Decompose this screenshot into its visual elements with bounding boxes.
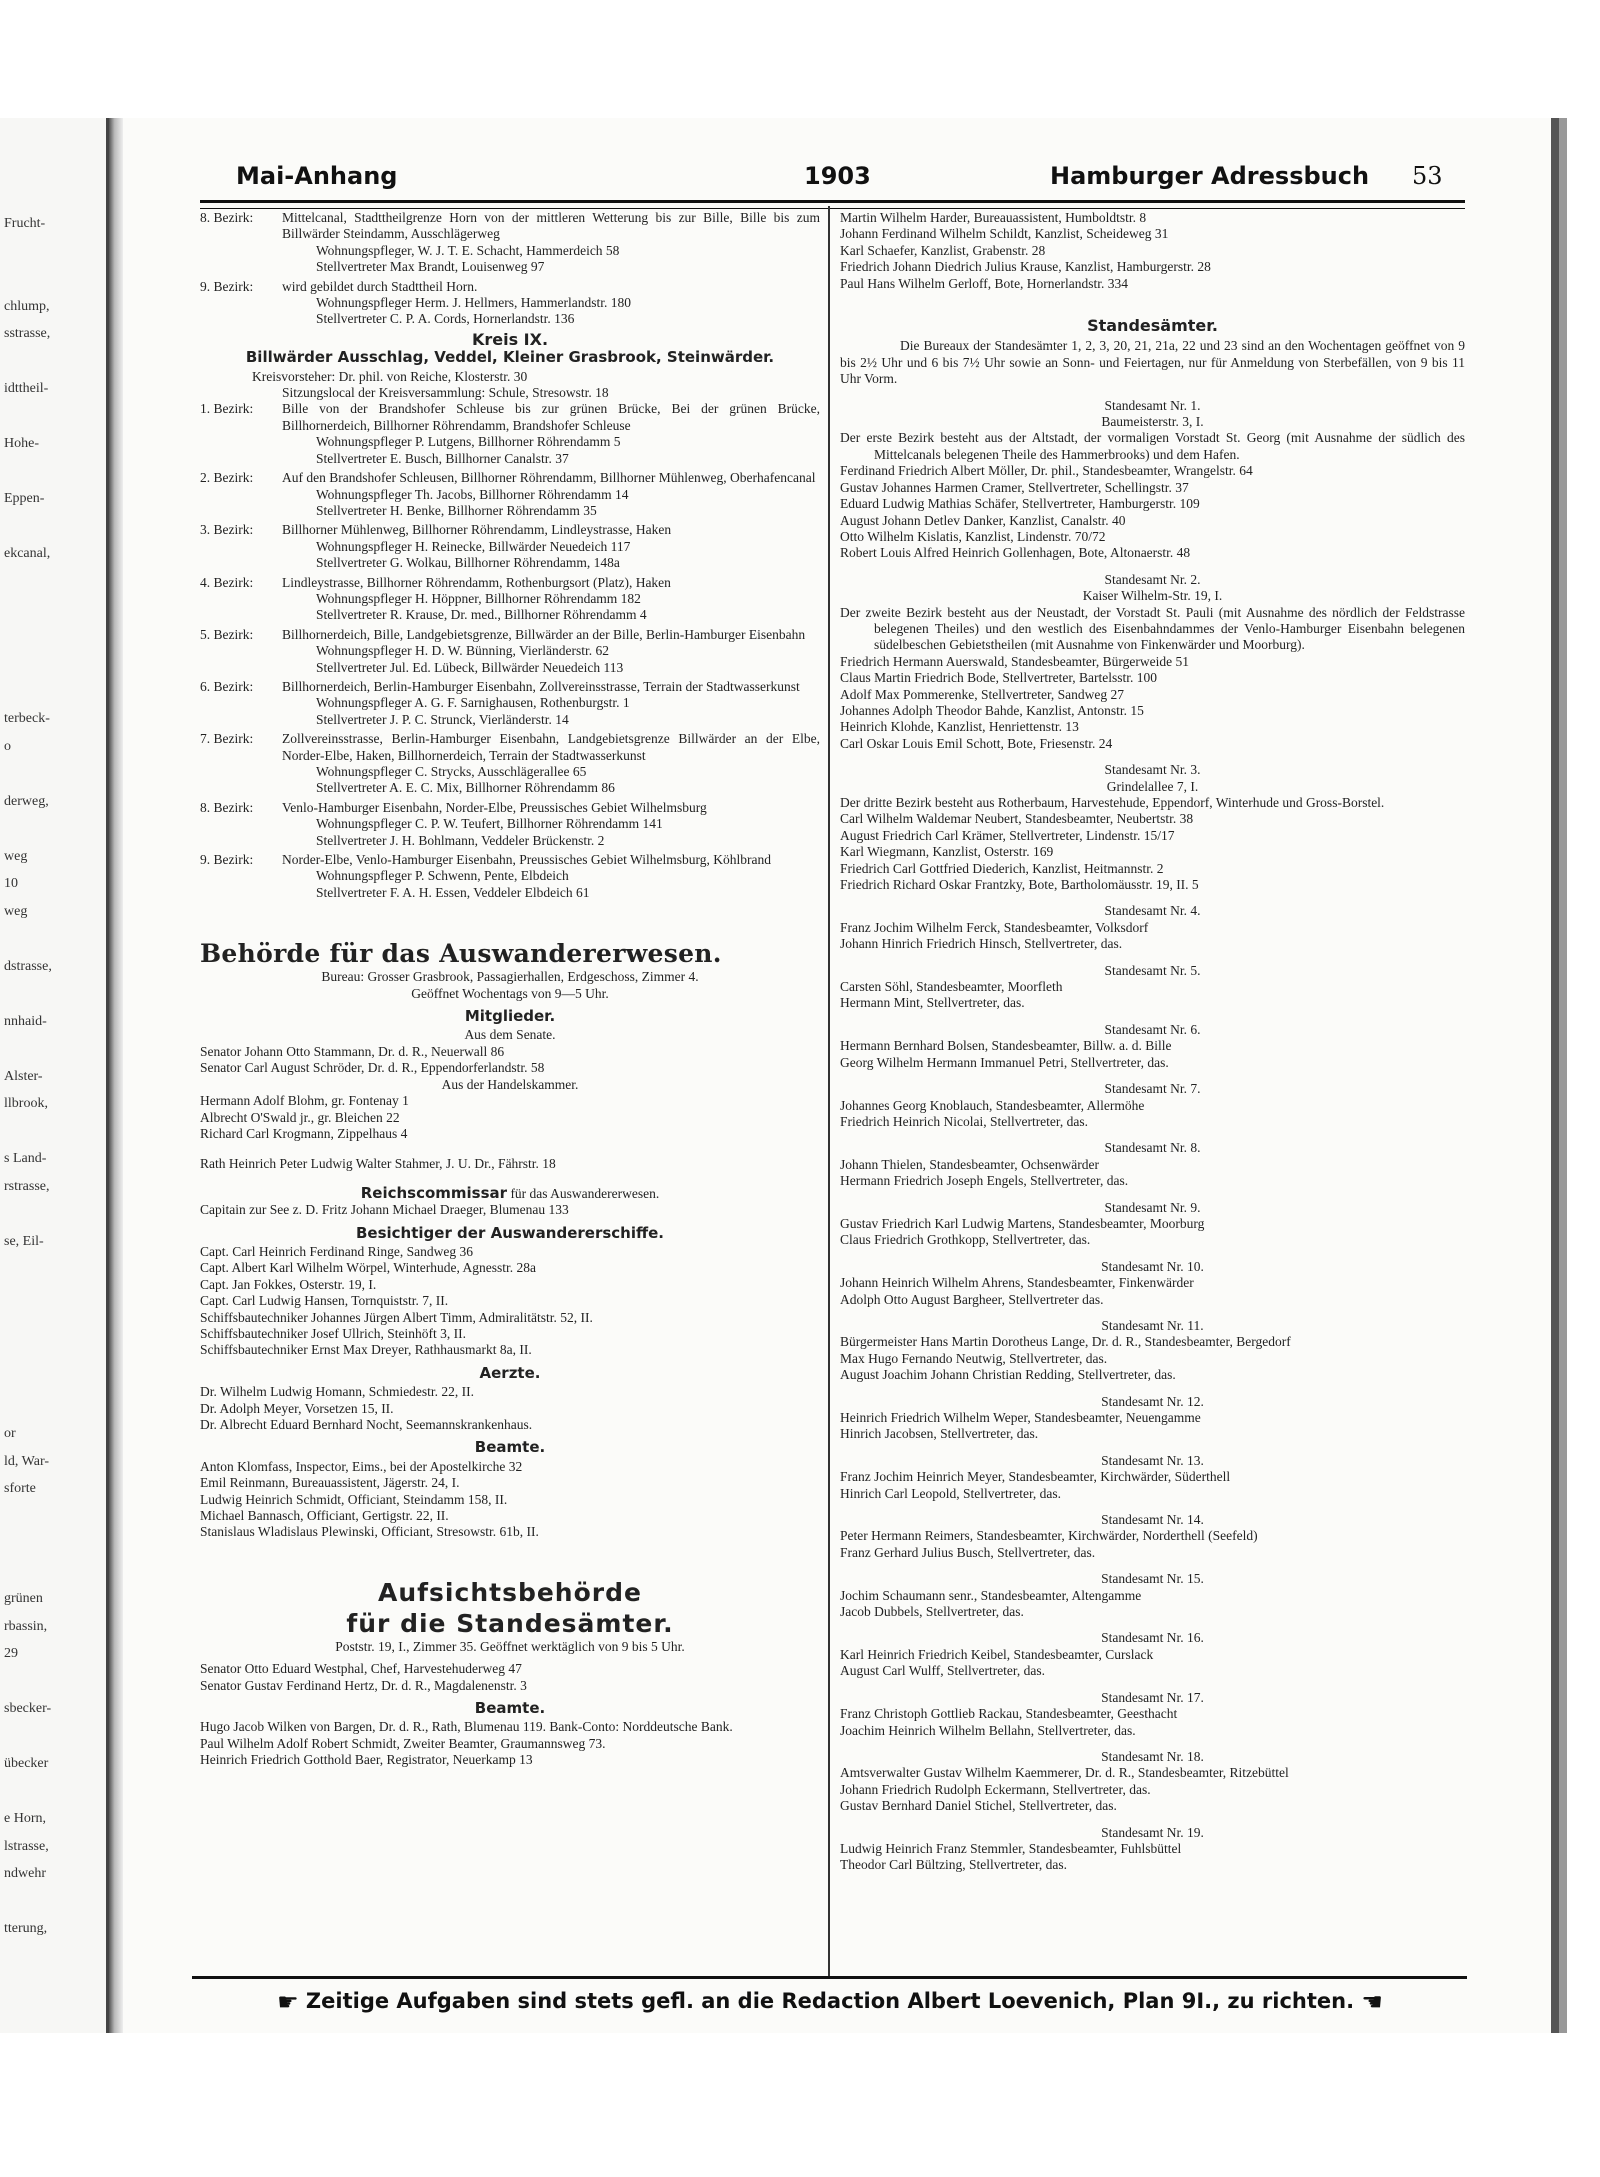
ward-entry (200, 852, 820, 901)
left-page-fragment-text: llbrook, (4, 1096, 48, 1111)
left-page-fragment-text: weg (4, 903, 28, 919)
staff-line: Hermann Mint, Stellvertreter, das. (840, 995, 1025, 1011)
footer-notice (190, 1988, 1470, 2016)
left-page-fragment-text: chlump, (4, 298, 50, 314)
staff-line: Gustav Friedrich Karl Ludwig Martens, Standesbeamter, Moorburg (840, 1215, 1205, 1231)
ward-entry (200, 731, 820, 797)
left-page-fragment-text: e Horn, (4, 1811, 46, 1826)
member-line: Dr. Albrecht Eduard Bernhard Nocht, Seemannskrankenhaus. (200, 1417, 533, 1432)
staff-line: Franz Jochim Wilhelm Ferck, Standesbeamter, Volksdorf (840, 919, 1149, 935)
registry-office-name: Standesamt Nr. 6. (1104, 1021, 1201, 1037)
staff-line: Theodor Carl Bültzing, Stellvertreter, das. (840, 1857, 1068, 1873)
ward-label: 9. Bezirk: (200, 278, 254, 294)
staff-line: Franz Gerhard Julius Busch, Stellvertreter, das. (840, 1544, 1096, 1560)
header-title: Hamburger Adressbuch (1050, 162, 1370, 190)
member-line: Schiffsbautechniker Josef Ullrich, Steinhöft 3, II. (200, 1325, 466, 1341)
left-page-fragment-text: o (4, 738, 11, 754)
bureau-info: Bureau: Grosser Grasbrook, Passagierhallen, Erdgeschoss, Zimmer 4. (321, 969, 699, 985)
staff-line: Gustav Johannes Harmen Cramer, Stellvertreter, Schellingstr. 37 (840, 479, 1189, 495)
ward-official: Stellvertreter Jul. Ed. Lübeck, Billwärder Neuedeich 113 (316, 659, 624, 675)
staff-line: Hermann Bernhard Bolsen, Standesbeamter, Billw. a. d. Bille (840, 1038, 1172, 1054)
member-line: Capt. Albert Karl Wilhelm Wörpel, Winterhude, Agnesstr. 28a (200, 1260, 536, 1276)
member-line: Hermann Adolf Blohm, gr. Fontenay 1 (200, 1093, 409, 1109)
subsection-title: Aerzte. (479, 1363, 541, 1382)
member-line: Capt. Jan Fokkes, Osterstr. 19, I. (200, 1276, 377, 1292)
ward-entry (200, 627, 820, 676)
left-page-fragment-text: idttheil- (4, 381, 49, 396)
staff-line: Carsten Söhl, Standesbeamter, Moorfleth (840, 979, 1063, 995)
subsection-title: Mitglieder. (464, 1007, 556, 1026)
staff-line: Hermann Friedrich Joseph Engels, Stellvertreter, das. (840, 1173, 1129, 1189)
staff-line: Johann Friedrich Rudolph Eckermann, Stellvertreter, das. (840, 1781, 1151, 1797)
ward-boundaries: Venlo-Hamburger Eisenbahn, Norder-Elbe, Preussisches Gebiet Wilhelmsburg (282, 799, 707, 815)
registry-office-name: Standesamt Nr. 14. (1101, 1512, 1204, 1528)
staff-line: Franz Jochim Heinrich Meyer, Standesbeamter, Kirchwärder, Süderthell (840, 1469, 1231, 1485)
member-line: Richard Carl Krogmann, Zippelhaus 4 (200, 1125, 408, 1141)
header-year: 1903 (804, 162, 871, 190)
member-line: Hugo Jacob Wilken von Bargen, Dr. d. R., Rath, Blumenau 119. Bank-Conto: Norddeutsche Bank. (200, 1719, 733, 1735)
ward-official: Wohnungspfleger Th. Jacobs, Billhorner Röhrendamm 14 (316, 486, 629, 502)
staff-line: Karl Wiegmann, Kanzlist, Osterstr. 169 (840, 844, 1054, 860)
staff-line: Jacob Dubbels, Stellvertreter, das. (840, 1604, 1024, 1620)
staff-line: Carl Wilhelm Waldemar Neubert, Standesbeamter, Neubertstr. 38 (840, 811, 1194, 827)
left-page-fragment (0, 118, 109, 2033)
staff-line: Joachim Heinrich Wilhelm Bellahn, Stellvertreter, das. (840, 1722, 1136, 1738)
staff-line: Georg Wilhelm Hermann Immanuel Petri, Stellvertreter, das. (840, 1054, 1169, 1070)
ward-official: Stellvertreter Max Brandt, Louisenweg 97 (316, 259, 545, 275)
left-page-fragment-text: lstrasse, (4, 1838, 49, 1854)
right-column (840, 210, 1465, 1874)
left-page-fragment-text: nnhaid- (4, 1013, 47, 1029)
section-title: Standesämter. (1087, 316, 1218, 336)
ward-boundaries: Billhornerdeich, Berlin-Hamburger Eisenbahn, Zollvereinsstrasse, Terrain der Stadtwasserkunst (282, 678, 800, 694)
registry-office-name: Standesamt Nr. 2. (1104, 571, 1201, 587)
ward-official: Wohnungspfleger H. Reinecke, Billwärder Neuedeich 117 (316, 538, 631, 554)
ward-entry (200, 279, 820, 328)
column-divider (828, 206, 830, 1976)
registry-office-name: Standesamt Nr. 10. (1101, 1258, 1204, 1274)
member-line: Dr. Adolph Meyer, Vorsetzen 15, II. (200, 1400, 394, 1416)
opening-hours: Die Bureaux der Standesämter 1, 2, 3, 20, 21, 21a, 22 und 23 sind an den Wochentagen geöffnet von 9 bis 2½ Uhr und 6 bis 7½ Uhr sowie an Sonn- und Feiertagen, nur für Anmeldung von Sterbefällen, von 9 bis 11 Uhr Vorm. (840, 338, 1465, 387)
staff-line: August Friedrich Carl Krämer, Stellvertreter, Lindenstr. 15/17 (840, 827, 1175, 843)
ward-official: Stellvertreter R. Krause, Dr. med., Billhorner Röhrendamm 4 (316, 607, 647, 623)
ward-boundaries: wird gebildet durch Stadttheil Horn. (282, 278, 478, 294)
ward-boundaries: Zollvereinsstrasse, Berlin-Hamburger Eisenbahn, Landgebietsgrenze Billwärder an der Elbe, Norder-Elbe, Haken, Billhornerdeich, Terrain der Stadtwasserkunst (282, 731, 820, 763)
staff-line: Friedrich Richard Oskar Frantzky, Bote, Bartholomäusstr. 19, II. 5 (840, 877, 1199, 893)
section-title: für die Standesämter. (346, 1608, 674, 1638)
staff-line: Hinrich Jacobsen, Stellvertreter, das. (840, 1426, 1039, 1442)
ward-label: 8. Bezirk: (200, 210, 254, 225)
staff-line: Friedrich Johann Diedrich Julius Krause, Kanzlist, Hamburgerstr. 28 (840, 259, 1211, 275)
member-line: Ludwig Heinrich Schmidt, Officiant, Steindamm 158, II. (200, 1491, 508, 1507)
staff-line: Heinrich Friedrich Wilhelm Weper, Standesbeamter, Neuengamme (840, 1410, 1201, 1425)
registry-office-name: Standesamt Nr. 9. (1104, 1199, 1201, 1215)
ward-official: Wohnungspfleger P. Schwenn, Pente, Elbdeich (316, 868, 569, 884)
member-line: Schiffsbautechniker Ernst Max Dreyer, Rathhausmarkt 8a, II. (200, 1342, 532, 1358)
ward-official: Wohnungspfleger C. P. W. Teufert, Billhorner Röhrendamm 141 (316, 816, 663, 832)
registry-office-name: Standesamt Nr. 12. (1101, 1393, 1204, 1409)
registry-office-name: Standesamt Nr. 1. (1104, 397, 1201, 413)
left-page-fragment-text: ekcanal, (4, 546, 51, 561)
ward-official: Stellvertreter J. H. Bohlmann, Veddeler Brückenstr. 2 (316, 832, 605, 848)
staff-line: Claus Martin Friedrich Bode, Stellvertreter, Bartelsstr. 100 (840, 670, 1158, 686)
left-page-fragment-text: sbecker- (4, 1701, 52, 1716)
ward-official: Wohnungspfleger H. Höppner, Billhorner Röhrendamm 182 (316, 590, 641, 606)
member-line: Rath Heinrich Peter Ludwig Walter Stahmer, J. U. Dr., Fährstr. 18 (200, 1156, 556, 1172)
registry-office-name: Standesamt Nr. 4. (1104, 903, 1201, 919)
ward-official: Stellvertreter J. P. C. Strunck, Vierländerstr. 14 (316, 711, 569, 727)
ward-label: 4. Bezirk: (200, 574, 254, 590)
registry-office-name: Standesamt Nr. 5. (1104, 962, 1201, 978)
registry-office-name: Standesamt Nr. 17. (1101, 1689, 1204, 1705)
book-gutter (109, 118, 123, 2033)
footer-text: Zeitige Aufgaben sind stets gefl. an die Redaction Albert Loevenich, Plan 9I., zu richten. (305, 1989, 1355, 2013)
district-description: Der dritte Bezirk besteht aus Rotherbaum, Harvestehude, Eppendorf, Winterhude und Gross-Borstel. (840, 795, 1385, 810)
left-page-fragment-text: Hohe- (4, 436, 39, 451)
left-page-fragment-text: 10 (4, 876, 18, 891)
kreis-subtitle: Billwärder Ausschlag, Veddel, Kleiner Grasbrook, Steinwärder. (245, 348, 775, 367)
registry-office-address: Baumeisterstr. 3, I. (1101, 414, 1204, 430)
ward-boundaries: Billhornerdeich, Bille, Landgebietsgrenze, Billwärder an der Bille, Berlin-Hamburger Eisenbahn (282, 626, 806, 642)
ward-entry (200, 679, 820, 728)
staff-line: Paul Hans Wilhelm Gerloff, Bote, Hornerlandstr. 334 (840, 275, 1129, 291)
ward-boundaries: Norder-Elbe, Venlo-Hamburger Eisenbahn, Preussisches Gebiet Wilhelmsburg, Köhlbrand (282, 852, 771, 868)
staff-line: August Johann Detlev Danker, Kanzlist, Canalstr. 40 (840, 512, 1126, 528)
section-title: Behörde für das Auswandererwesen. (200, 939, 722, 969)
footer-rule (192, 1976, 1467, 1979)
ward-label: 5. Bezirk: (200, 626, 254, 642)
subsection-title: Beamte. (474, 1438, 546, 1457)
member-line: Capitain zur See z. D. Fritz Johann Michael Draeger, Blumenau 133 (200, 1202, 569, 1218)
ward-official: Stellvertreter C. P. A. Cords, Hornerlandstr. 136 (316, 311, 575, 327)
left-page-fragment-text: Frucht- (4, 216, 46, 231)
left-page-fragment-text: Alster- (4, 1068, 43, 1084)
staff-line: Ferdinand Friedrich Albert Möller, Dr. phil., Standesbeamter, Wrangelstr. 64 (840, 463, 1253, 479)
left-page-fragment-text: tterung, (4, 1921, 48, 1936)
header-section: Mai-Anhang (236, 162, 398, 190)
ward-boundaries: Mittelcanal, Stadttheilgrenze Horn von der mittleren Wetterung bis zur Bille, Bille bis zum Billwärder Steindamm, Ausschlägerweg (282, 210, 820, 242)
spacer (200, 1142, 820, 1156)
registry-office-name: Standesamt Nr. 13. (1101, 1452, 1204, 1468)
member-line: Michael Bannasch, Officiant, Gertigstr. 22, II. (200, 1508, 449, 1524)
ward-label: 9. Bezirk: (200, 852, 254, 868)
page-number: 53 (1412, 162, 1443, 190)
kreis-info: Sitzungslocal der Kreisversammlung: Schule, Stresowstr. 18 (282, 385, 609, 401)
staff-line: Eduard Ludwig Mathias Schäfer, Stellvertreter, Hamburgerstr. 109 (840, 496, 1200, 512)
ward-boundaries: Bille von der Brandshofer Schleuse bis zur grünen Brücke, Bei der grünen Brücke, Billhornerdeich, Billhorner Röhrendamm, Brandshofer Schleuse (282, 401, 820, 433)
registry-office-name: Standesamt Nr. 8. (1104, 1140, 1201, 1156)
staff-line: Friedrich Hermann Auerswald, Standesbeamter, Bürgerweide 51 (840, 653, 1189, 669)
subsection-title: Beamte. (474, 1699, 546, 1718)
member-line: Senator Gustav Ferdinand Hertz, Dr. d. R., Magdalenenstr. 3 (200, 1677, 527, 1693)
staff-line: Claus Friedrich Grothkopp, Stellvertreter, das. (840, 1232, 1091, 1248)
ward-official: Stellvertreter G. Wolkau, Billhorner Röhrendamm, 148a (316, 555, 620, 571)
registry-office-name: Standesamt Nr. 19. (1101, 1824, 1204, 1840)
staff-line: Hinrich Carl Leopold, Stellvertreter, das. (840, 1485, 1062, 1501)
staff-line: Gustav Bernhard Daniel Stichel, Stellvertreter, das. (840, 1798, 1117, 1814)
ward-official: Stellvertreter F. A. H. Essen, Veddeler Elbdeich 61 (316, 884, 590, 900)
staff-line: Johann Ferdinand Wilhelm Schildt, Kanzlist, Scheideweg 31 (840, 226, 1169, 242)
ward-official: Stellvertreter H. Benke, Billhorner Röhrendamm 35 (316, 502, 597, 518)
ward-official: Wohnungspfleger C. Strycks, Ausschlägerallee 65 (316, 764, 587, 779)
staff-line: Johannes Georg Knoblauch, Standesbeamter, Allermöhe (840, 1097, 1145, 1113)
running-header (200, 158, 1465, 194)
member-line: Stanislaus Wladislaus Plewinski, Officiant, Stresowstr. 61b, II. (200, 1524, 539, 1540)
staff-line: August Carl Wulff, Stellvertreter, das. (840, 1663, 1045, 1679)
left-page-fragment-text: übecker (4, 1756, 49, 1771)
staff-line: Carl Oskar Louis Emil Schott, Bote, Friesenstr. 24 (840, 735, 1113, 751)
left-page-fragment-text: rbassin, (4, 1618, 48, 1634)
left-page-fragment-text: rstrasse, (4, 1178, 50, 1194)
bureau-info: Geöffnet Wochentags von 9—5 Uhr. (411, 985, 609, 1001)
member-line: Senator Carl August Schröder, Dr. d. R., Eppendorferlandstr. 58 (200, 1060, 545, 1076)
staff-line: Johann Hinrich Friedrich Hinsch, Stellvertreter, das. (840, 936, 1123, 952)
staff-line: Otto Wilhelm Kislatis, Kanzlist, Lindenstr. 70/72 (840, 528, 1106, 544)
kreis-info: Kreisvorsteher: Dr. phil. von Reiche, Klosterstr. 30 (252, 368, 528, 384)
ward-official: Wohnungspfleger A. G. F. Sarnighausen, Rothenburgstr. 1 (316, 695, 630, 711)
member-line: Dr. Wilhelm Ludwig Homann, Schmiedestr. 22, II. (200, 1384, 475, 1400)
member-line: Capt. Carl Ludwig Hansen, Tornquiststr. 7, II. (200, 1293, 449, 1309)
ward-entry (200, 401, 820, 467)
left-page-fragment-text: weg (4, 848, 28, 864)
left-page-fragment-text: grünen (4, 1591, 43, 1606)
staff-line: Heinrich Klohde, Kanzlist, Henriettenstr. 13 (840, 719, 1079, 735)
ward-label: 8. Bezirk: (200, 799, 254, 815)
staff-line: Johann Thielen, Standesbeamter, Ochsenwärder (840, 1156, 1099, 1172)
registry-office-name: Standesamt Nr. 16. (1101, 1630, 1204, 1646)
member-line: Emil Reinmann, Bureauassistent, Jägerstr. 24, I. (200, 1475, 460, 1491)
staff-line: Martin Wilhelm Harder, Bureauassistent, Humboldtstr. 8 (840, 210, 1147, 225)
kreis-title: Kreis IX. (471, 329, 549, 349)
ward-entry (200, 470, 820, 519)
ward-boundaries: Auf den Brandshofer Schleusen, Billhorner Röhrendamm, Billhorner Mühlenweg, Oberhafencanal (282, 470, 816, 486)
left-page-fragment-text: derweg, (4, 793, 49, 809)
registry-office-name: Standesamt Nr. 7. (1104, 1081, 1201, 1097)
ward-label: 2. Bezirk: (200, 470, 254, 486)
left-page-fragment-text: se, Eil- (4, 1233, 44, 1249)
member-line: Schiffsbautechniker Johannes Jürgen Albert Timm, Admiralitätstr. 52, II. (200, 1309, 593, 1325)
left-page-fragment-text: or (4, 1426, 16, 1441)
district-description: Der erste Bezirk besteht aus der Altstadt, der vormaligen Vorstadt St. Georg (mit Ausnahme der südlich des Mittelcanals belegenen Theile des Hammerbrooks) und dem Hafen. (840, 430, 1465, 462)
pointing-hand-right-icon: ☛ (277, 1988, 299, 2016)
pointing-hand-left-icon: ☚ (1361, 1988, 1383, 2016)
section-title: Aufsichtsbehörde (378, 1577, 642, 1607)
registry-office-name: Standesamt Nr. 18. (1101, 1748, 1204, 1764)
member-line: Anton Klomfass, Inspector, Eims., bei der Apostelkirche 32 (200, 1458, 523, 1474)
ward-label: 3. Bezirk: (200, 522, 254, 538)
left-column (200, 210, 820, 1769)
left-page-fragment-text: s Land- (4, 1151, 47, 1166)
staff-line: Ludwig Heinrich Franz Stemmler, Standesbeamter, Fuhlsbüttel (840, 1840, 1182, 1856)
left-page-fragment-text: sstrasse, (4, 326, 51, 341)
staff-line: August Joachim Johann Christian Redding, Stellvertreter, das. (840, 1367, 1176, 1383)
ward-label: 7. Bezirk: (200, 731, 254, 747)
staff-line: Max Hugo Fernando Neutwig, Stellvertreter, das. (840, 1350, 1108, 1366)
left-page-fragment-text: ndwehr (4, 1866, 46, 1881)
member-line: Albrecht O'Swald jr., gr. Bleichen 22 (200, 1109, 400, 1125)
group-label: Aus dem Senate. (464, 1027, 556, 1043)
ward-official: Wohnungspfleger H. D. W. Bünning, Vierländerstr. 62 (316, 643, 609, 659)
left-page-fragment-text: sforte (4, 1481, 36, 1496)
staff-line: Robert Louis Alfred Heinrich Gollenhagen, Bote, Altonaerstr. 48 (840, 545, 1191, 561)
staff-line: Karl Schaefer, Kanzlist, Grabenstr. 28 (840, 242, 1046, 258)
staff-line: Johann Heinrich Wilhelm Ahrens, Standesbeamter, Finkenwärder (840, 1275, 1194, 1291)
staff-line: Amtsverwalter Gustav Wilhelm Kaemmerer, Dr. d. R., Standesbeamter, Ritzebüttel (840, 1765, 1289, 1781)
office-address: Poststr. 19, I., Zimmer 35. Geöffnet werktäglich von 9 bis 5 Uhr. (335, 1638, 685, 1654)
subsection-title: Besichtiger der Auswandererschiffe. (355, 1223, 665, 1242)
ward-entry (200, 522, 820, 571)
page-top-margin (1320, 95, 1600, 119)
staff-line: Adolf Max Pommerenke, Stellvertreter, Sandweg 27 (840, 686, 1125, 702)
registry-office-name: Standesamt Nr. 11. (1101, 1317, 1204, 1333)
member-line: Capt. Carl Heinrich Ferdinand Ringe, Sandweg 36 (200, 1243, 473, 1259)
subsection-suffix: für das Auswandererwesen. (507, 1185, 660, 1201)
member-line: Senator Otto Eduard Westphal, Chef, Harvestehuderweg 47 (200, 1661, 522, 1677)
ward-entry (200, 575, 820, 624)
page-edge-shadow (1559, 118, 1567, 2033)
left-page-fragment-text: terbeck- (4, 711, 50, 726)
registry-office-address: Grindelallee 7, I. (1106, 778, 1199, 794)
staff-line: Peter Hermann Reimers, Standesbeamter, Kirchwärder, Norderthell (Seefeld) (840, 1528, 1258, 1544)
member-line: Senator Johann Otto Stammann, Dr. d. R., Neuerwall 86 (200, 1043, 505, 1059)
ward-official: Wohnungspfleger P. Lutgens, Billhorner Röhrendamm 5 (316, 434, 621, 450)
staff-line: Jochim Schaumann senr., Standesbeamter, Altengamme (840, 1587, 1142, 1603)
member-line: Heinrich Friedrich Gotthold Baer, Registrator, Neuerkamp 13 (200, 1752, 533, 1768)
ward-official: Stellvertreter A. E. C. Mix, Billhorner Röhrendamm 86 (316, 780, 615, 796)
member-line: Paul Wilhelm Adolf Robert Schmidt, Zweiter Beamter, Graumannsweg 73. (200, 1735, 606, 1751)
header-rule (200, 200, 1465, 209)
left-page-fragment-text: ld, War- (4, 1453, 49, 1469)
ward-official: Stellvertreter E. Busch, Billhorner Canalstr. 37 (316, 450, 569, 466)
ward-label: 1. Bezirk: (200, 401, 254, 417)
staff-line: Karl Heinrich Friedrich Keibel, Standesbeamter, Curslack (840, 1646, 1154, 1662)
staff-line: Franz Christoph Gottlieb Rackau, Standesbeamter, Geesthacht (840, 1706, 1178, 1722)
subsection-title: Reichscommissar (360, 1183, 508, 1202)
staff-line: Friedrich Heinrich Nicolai, Stellvertreter, das. (840, 1113, 1088, 1129)
staff-line: Bürgermeister Hans Martin Dorotheus Lange, Dr. d. R., Standesbeamter, Bergedorf (840, 1334, 1291, 1350)
ward-entry (200, 800, 820, 849)
ward-label: 6. Bezirk: (200, 678, 254, 694)
left-page-fragment-text: Eppen- (4, 491, 45, 506)
ward-official: Wohnungspfleger, W. J. T. E. Schacht, Hammerdeich 58 (316, 242, 620, 258)
ward-boundaries: Billhorner Mühlenweg, Billhorner Röhrendamm, Lindleystrasse, Haken (282, 522, 672, 538)
staff-line: Johannes Adolph Theodor Bahde, Kanzlist, Antonstr. 15 (840, 702, 1144, 718)
reichscommissar-heading (200, 1185, 820, 1202)
ward-entry (200, 210, 820, 276)
district-description: Der zweite Bezirk besteht aus der Neustadt, der Vorstadt St. Pauli (mit Ausnahme des nördlich der Feldstrasse belegenen Theiles) und den westlich des Eisenbahndammes der Venlo-Hamburger Eisenbahn belegenen südelbeschen Gebietstheilen (mit Ausnahme von Finkenwärder und Moorburg). (840, 604, 1465, 653)
staff-line: Friedrich Carl Gottfried Diederich, Kanzlist, Heitmannstr. 2 (840, 860, 1164, 876)
group-label: Aus der Handelskammer. (441, 1076, 579, 1092)
left-page-fragment-text: 29 (4, 1646, 18, 1661)
staff-line: Adolph Otto August Bargheer, Stellvertreter das. (840, 1291, 1104, 1307)
registry-office-name: Standesamt Nr. 15. (1101, 1571, 1204, 1587)
ward-official: Wohnungspfleger Herm. J. Hellmers, Hammerlandstr. 180 (316, 295, 631, 311)
registry-office-name: Standesamt Nr. 3. (1104, 762, 1201, 778)
registry-office-address: Kaiser Wilhelm-Str. 19, I. (1082, 588, 1223, 604)
left-page-fragment-text: dstrasse, (4, 958, 52, 974)
ward-boundaries: Lindleystrasse, Billhorner Röhrendamm, Rothenburgsort (Platz), Haken (282, 574, 671, 590)
